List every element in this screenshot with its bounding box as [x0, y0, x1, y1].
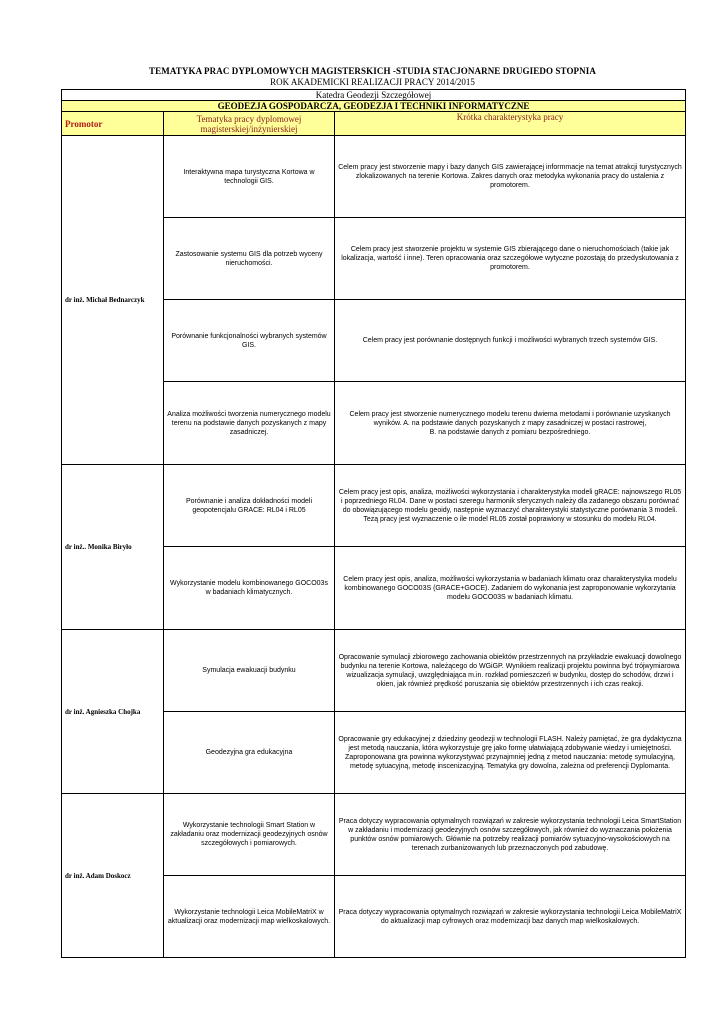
document-title: TEMATYKA PRAC DYPLOMOWYCH MAGISTERSKICH -STUDIA STACJONARNE DRUGIEDO STOPNIA — [149, 66, 596, 76]
characteristic-cell: Celem pracy jest opis, analiza, możliwości wykorzystania w badaniach klimatu oraz charakterystyka modelu kombinowanego GOCO03S (GRACE+GOCE). Zadaniem do wykonania jest zaproponowanie wykorzytania modelu GOCO03S w badaniach klimatu. — [335, 547, 686, 630]
promotor-name: dr inż. Michał Bednarczyk — [62, 136, 164, 465]
characteristic-line: B. na podstawie danych z pomiaru bezpośredniego. — [429, 428, 591, 436]
characteristic-cell: Praca dotyczy wypracowania optymalnych rozwiązań w zakresie wykorzystania technologii Leica SmartStation w zakładaniu i modernizacji geodezyjnych osnów szczegółowych, jak również do wyznaczania położenia punktów osnów pomiarowych. Głównie na potrzeby realizacji pomiarów sytuacyjno-wysokościowych na terenach zurbanizowanych lub przeznaczonych pod zabudowę. — [335, 794, 686, 876]
promotor-name: dr inż. Agnieszka Chojka — [62, 630, 164, 794]
characteristic-header: Krótka charakterystyka pracy — [335, 112, 686, 136]
characteristic-cell: Praca dotyczy wypracowania optymalnych rozwiązań w zakresie wykorzystania technologii Leica MobileMatriX do aktualizacji map cyfrowych oraz modernizacji baz danych map wielkoskalowych. — [335, 876, 686, 958]
characteristic-line: Celem pracy jest stworzenie numerycznego modelu terenu dwiema metodami i porównanie uzyskanych wyników. A. na podstawie danych pozyskanych z mapy zasadniczej w postaci rastrowej, — [349, 410, 671, 427]
specialization-row — [62, 101, 686, 112]
characteristic-cell: Celem pracy jest opis, analiza, możliwości wykorzystania i charakterystyka modeli gRACE: najnowszego RL05 i poprzedniego RL04. Dane w postaci szeregu harmonik sferycznych należy dla zadanego obszaru porównać do obowiązującego modelu geoidy, następnie wyznaczyć charakterystyki statystyczne porównania 3 modeli. Tezą pracy jest wyznaczenie o ile model RL05 został poprawiony w stosunku do modelu RL04. — [335, 465, 686, 547]
table-row — [62, 630, 686, 712]
characteristic-cell — [335, 382, 686, 465]
topic-header: Tematyka pracy dyplomowej magisterskiej/inżynierskiej — [164, 112, 335, 136]
topic-cell: Porównanie i analiza dokładności modeli geopotencjalu GRACE: RL04 i RL05 — [164, 465, 335, 547]
topic-cell: Wykorzystanie technologii Smart Station w zakładaniu oraz modernizacji geodezyjnych osnów szczegółowych i pomiarowych. — [164, 794, 335, 876]
academic-year: ROK AKADEMICKI REALIZACJI PRACY 2014/2015 — [270, 77, 475, 87]
topic-cell: Wykorzystanie modelu kombinowanego GOCO03s w badaniach klimatycznych. — [164, 547, 335, 630]
promotor-header: Promotor — [62, 112, 164, 136]
topic-cell: Zastosowanie systemu GIS dla potrzeb wyceny nieruchomości. — [164, 218, 335, 300]
table-row — [62, 136, 686, 218]
topic-cell: Analiza możliwości tworzenia numerycznego modelu terenu na podstawie danych pozyskanych z mapy zasadniczej. — [164, 382, 335, 465]
topic-cell: Geodezyjna gra edukacyjna — [164, 712, 335, 794]
topic-cell: Porównanie funkcjonalności wybranych systemów GIS. — [164, 300, 335, 382]
column-header-row — [62, 112, 686, 136]
characteristic-cell: Opracowanie gry edukacyjnej z dziedziny geodezji w technologii FLASH. Należy pamiętać, że gra dydaktyczna jest metodą nauczania, która wykorzystuje grę jako formę ułatwiającą zdobywanie wiedzy i umiejętności. Zaproponowana gra powinna wykorzystywać przynajmniej jedną z metod nauczania: metodę symulacyjną, metodę sytuacyjną, metodę inscenizacyjną. Tematyka gry dowolna, zależna od preferencji Dyplomanta. — [335, 712, 686, 794]
promotor-name: dr inż. Adam Doskocz — [62, 794, 164, 958]
characteristic-cell: Celem pracy jest porównanie dostępnych funkcji i możliwości wybranych trzech systemów GIS. — [335, 300, 686, 382]
thesis-topics-table — [61, 89, 686, 958]
table-row — [62, 794, 686, 876]
table-row — [62, 465, 686, 547]
department-row — [62, 90, 686, 101]
specialization-name: GEODEZJA GOSPODARCZA, GEODEZJA I TECHNIKI INFORMATYCZNE — [62, 101, 686, 112]
characteristic-cell: Opracowanie symulacji zbiorowego zachowania obiektów przestrzennych na przykładzie ewakuacji dowolnego budynku na terenie Kortowa, należącego do WGiGP. Wynikiem realizacji projektu powinna być trójwymiarowa wizualizacja symulacji, uwzględniająca m.in. rozkład pomieszczeń w budynku, dostęp do schodów, drzwi i okien, jak również prędkość poruszania się obiektów przestrzennych i ich czas reakcji. — [335, 630, 686, 712]
topic-cell: Interaktywna mapa turystyczna Kortowa w technologii GIS. — [164, 136, 335, 218]
topic-cell: Symulacja ewakuacji budynku — [164, 630, 335, 712]
promotor-name: dr inż.. Monika Biryło — [62, 465, 164, 630]
characteristic-cell: Celem pracy jest stworzenie projektu w systemie GIS zbierającego dane o nieruchomościach (takie jak lokalizacja, wartość i inne). Teren opracowania oraz szczegółowe wytyczne pozostają do przedyskutowania z promotorem. — [335, 218, 686, 300]
department-name: Katedra Geodezji Szczegółowej — [62, 90, 686, 101]
topic-cell: Wykorzystanie technologii Leica MobileMatriX w aktualizacji oraz modernizacji map wielkoskalowych. — [164, 876, 335, 958]
characteristic-cell: Celem pracy jest stworzenie mapy i bazy danych GIS zawierającej informmacje na temat atrakcji turystycznych zlokalizowanych na terenie Kortowa. Zakres danych oraz metodyka wykonania pracy do ustalenia z promotorem. — [335, 136, 686, 218]
